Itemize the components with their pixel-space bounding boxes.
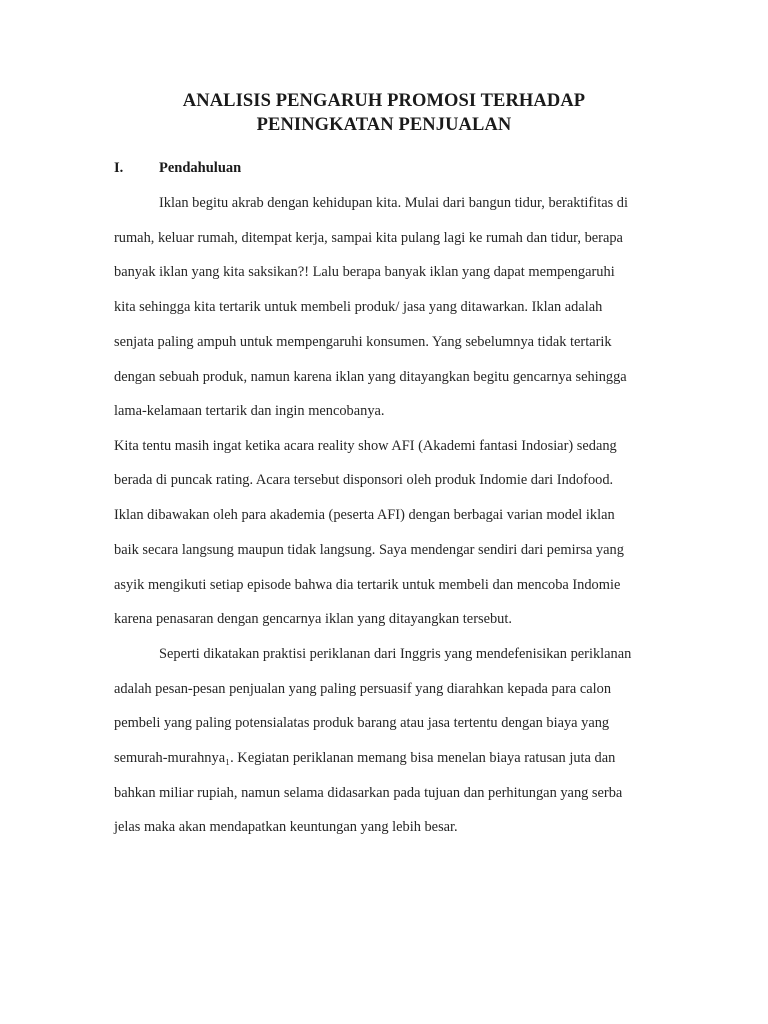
document-title-line-1: ANALISIS PENGARUH PROMOSI TERHADAP bbox=[182, 91, 586, 111]
paragraph-line: Iklan begitu akrab dengan kehidupan kita. Mulai dari bangun tidur, beraktifitas di bbox=[159, 195, 628, 211]
paragraph-line: baik secara langsung maupun tidak langsung. Saya mendengar sendiri dari pemirsa yang bbox=[114, 542, 624, 558]
section-title: Pendahuluan bbox=[159, 160, 242, 176]
paragraph-line: Kita tentu masih ingat ketika acara reality show AFI (Akademi fantasi Indosiar) sedang bbox=[114, 438, 617, 454]
paragraph-line: pembeli yang paling potensialatas produk barang atau jasa tertentu dengan biaya yang bbox=[114, 715, 610, 731]
paragraph-line: adalah pesan-pesan penjualan yang paling persuasif yang diarahkan kepada para calon bbox=[114, 681, 612, 697]
paragraph-line: Iklan dibawakan oleh para akademia (peserta AFI) dengan berbagai varian model iklan bbox=[114, 507, 615, 523]
paragraph-line: semurah-murahnya₁. Kegiatan periklanan memang bisa menelan biaya ratusan juta dan bbox=[114, 750, 616, 766]
paragraph-line: kita sehingga kita tertarik untuk membeli produk/ jasa yang ditawarkan. Iklan adalah bbox=[114, 299, 603, 315]
paragraph-line: berada di puncak rating. Acara tersebut disponsori oleh produk Indomie dari Indofood. bbox=[114, 472, 614, 488]
paragraph-line: jelas maka akan mendapatkan keuntungan yang lebih besar. bbox=[114, 819, 458, 835]
paragraph-line: lama-kelamaan tertarik dan ingin mencobanya. bbox=[114, 403, 385, 419]
paragraph-line: Seperti dikatakan praktisi periklanan dari Inggris yang mendefenisikan periklanan bbox=[159, 646, 632, 662]
document-title-line-2: PENINGKATAN PENJUALAN bbox=[256, 115, 512, 135]
paragraph-line: rumah, keluar rumah, ditempat kerja, sampai kita pulang lagi ke rumah dan tidur, berapa bbox=[114, 230, 623, 246]
paragraph-line: bahkan miliar rupiah, namun selama didasarkan pada tujuan dan perhitungan yang serba bbox=[114, 785, 623, 801]
paragraph-line: senjata paling ampuh untuk mempengaruhi konsumen. Yang sebelumnya tidak tertarik bbox=[114, 334, 612, 350]
section-number: I. bbox=[114, 160, 124, 176]
paragraph-line: dengan sebuah produk, namun karena iklan yang ditayangkan begitu gencarnya sehingga bbox=[114, 369, 627, 385]
paragraph-line: asyik mengikuti setiap episode bahwa dia tertarik untuk membeli dan mencoba Indomie bbox=[114, 577, 621, 593]
paragraph-line: karena penasaran dengan gencarnya iklan yang ditayangkan tersebut. bbox=[114, 611, 512, 627]
paragraph-line: banyak iklan yang kita saksikan?! Lalu berapa banyak iklan yang dapat mempengaruhi bbox=[114, 264, 615, 280]
